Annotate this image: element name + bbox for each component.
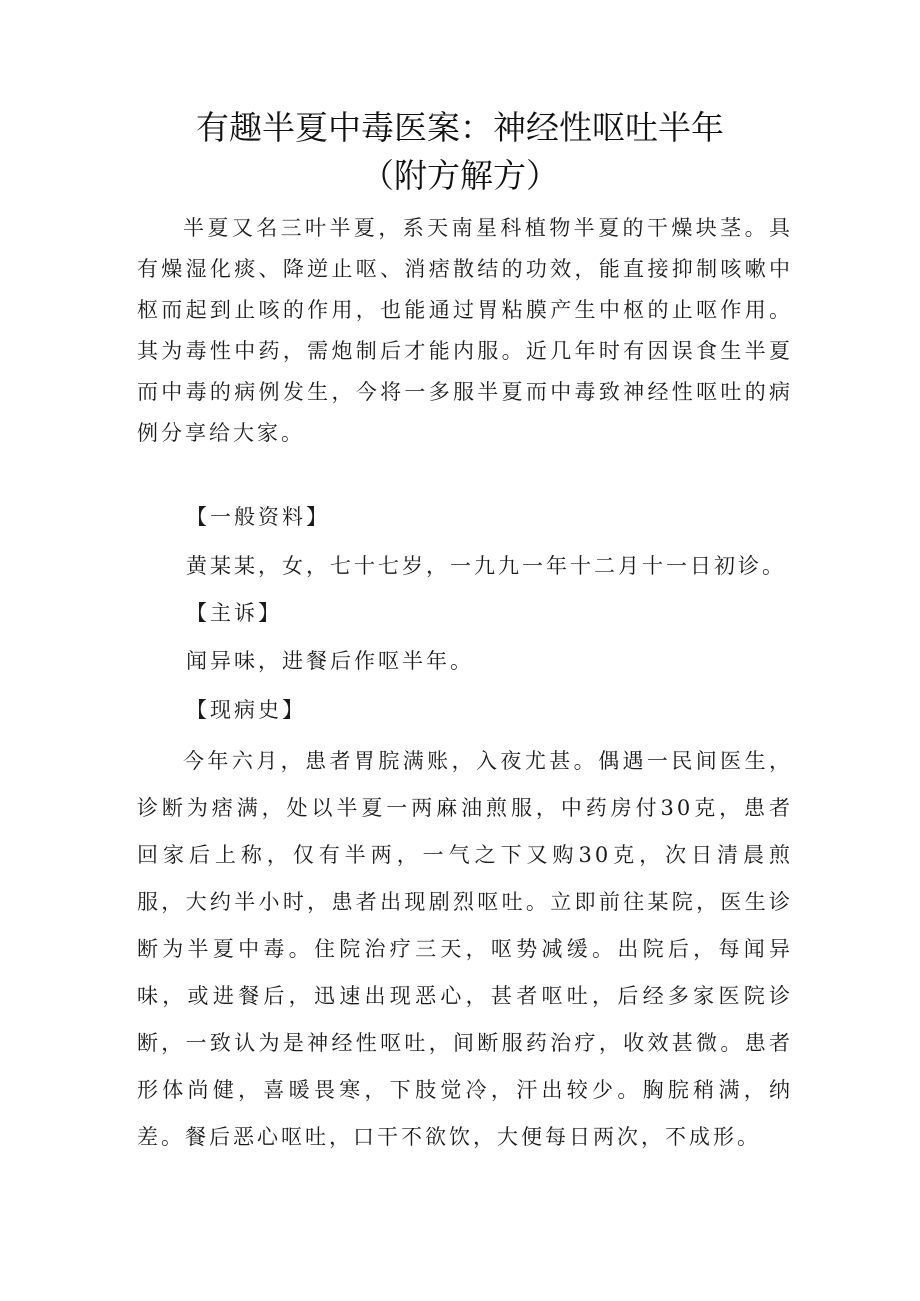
present-history-paragraph: 今年六月，患者胃脘满账，入夜尤甚。偶遇一民间医生，诊断为痞满，处以半夏一两麻油煎服，中药房付30克，患者回家后上称，仅有半两，一气之下又购30克，次日清晨煎服，大约半小时，患者出现剧烈呕吐。立即前往某院，医生诊断为半夏中毒。住院治疗三天，呕势减缓。出院后，每闻异味，或进餐后，迅速出现恶心，甚者呕吐，后经多家医院诊断，一致认为是神经性呕吐，间断服药治疗，收效甚微。患者形体尚健，喜暖畏寒，下肢觉冷，汗出较少。胸脘稍满，纳差。餐后恶心呕吐，口干不欲饮，大便每日两次，不成形。 bbox=[137, 749, 793, 1149]
chief-complaint-text: 闻异味，进餐后作呕半年。 bbox=[186, 649, 474, 673]
general-info-heading: 【一般资料】 bbox=[186, 505, 330, 529]
intro-paragraph: 半夏又名三叶半夏，系天南星科植物半夏的干燥块茎。具有燥湿化痰、降逆止呕、消痞散结的功效，能直接抑制咳嗽中枢而起到止咳的作用，也能通过胃粘膜产生中枢的止呕作用。其为毒性中药，需炮制后才能内服。近几年时有因误食生半夏而中毒的病例发生，今将一多服半夏而中毒致神经性呕吐的病例分享给大家。 bbox=[137, 216, 793, 445]
chief-complaint-heading: 【主诉】 bbox=[186, 601, 282, 625]
document-title: 有趣半夏中毒医案：神经性呕吐半年 bbox=[196, 108, 724, 147]
general-info-text: 黄某某，女，七十七岁，一九九一年十二月十一日初诊。 bbox=[186, 554, 786, 578]
document-subtitle: （附方解方） bbox=[361, 156, 559, 195]
present-history-heading: 【现病史】 bbox=[186, 698, 306, 722]
